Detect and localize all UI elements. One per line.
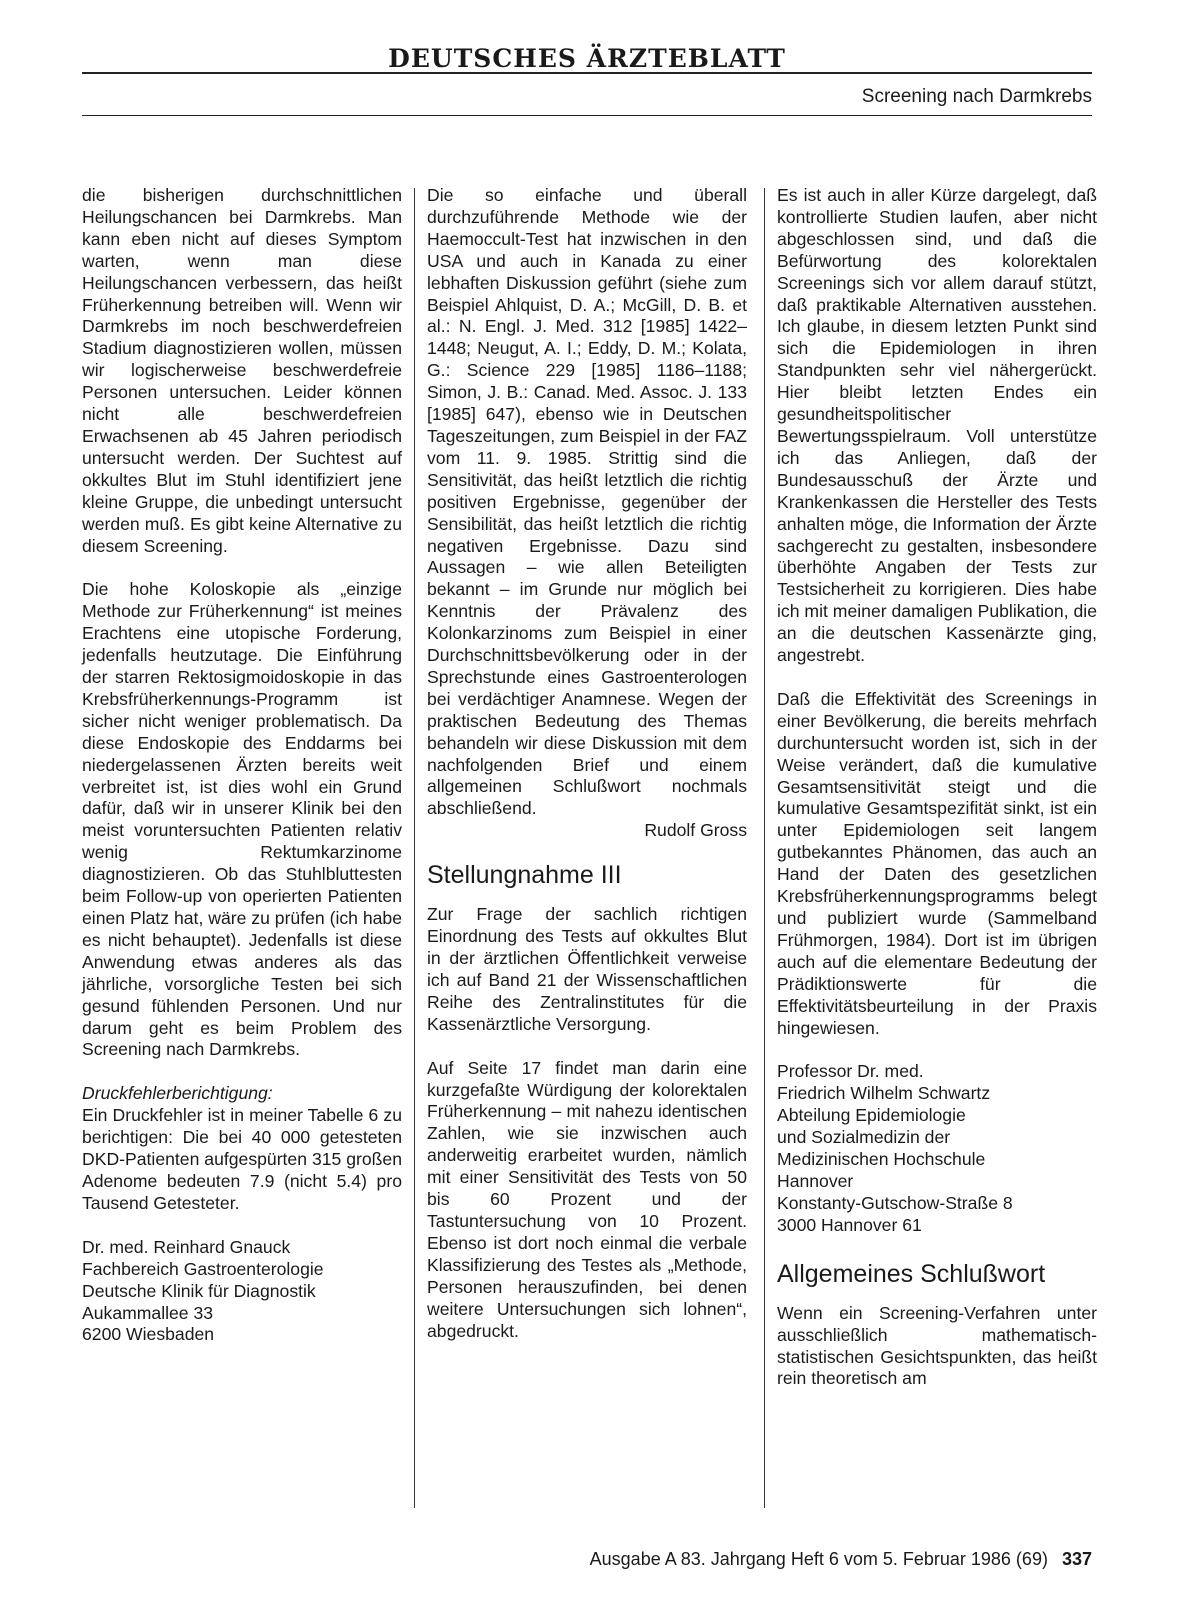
column-divider bbox=[764, 188, 765, 1508]
page-number: 337 bbox=[1061, 1549, 1092, 1569]
masthead: DEUTSCHES ÄRZTEBLATT bbox=[388, 44, 786, 73]
issue-info: Ausgabe A 83. Jahrgang Heft 6 vom 5. Februar 1986 (69) bbox=[589, 1549, 1048, 1569]
section-heading: Stellungnahme III bbox=[427, 861, 622, 890]
section-title: Screening nach Darmkrebs bbox=[861, 86, 1092, 107]
header-rule-thin bbox=[82, 115, 1092, 116]
paragraph: Die hohe Koloskopie als „einzige Methode zur Früherkennung“ ist meines Erachtens eine utopische Forderung, jedenfalls heutzutage. Die Einführung der starren Rektosigmoidoskopie in das Krebsfrüherkennungs-Programm ist sicher nicht weniger problematisch. Da diese Endoskopie des Enddarms bei niedergelassenen Ärzten bereits weit verbreitet ist, ist dies wohl ein Grund dafür, daß wir in unserer Klinik bei den meist voruntersuchten Patienten relativ wenig Rektumkarzinome diagnostizieren. Ob das Stuhlbluttesten beim Follow-up von operierten Patienten einen Platz hat, wäre zu prüfen (ich habe es nicht behauptet). Jedenfalls ist diese Anwendung etwas anderes als das jährliche, vorsorgliche Testen bei sich gesund fühlenden Personen. Und nur darum geht es beim Problem des Screening nach Darmkrebs. bbox=[82, 579, 402, 1060]
paragraph: Zur Frage der sachlich richtigen Einordnung des Tests auf okkultes Blut in der ärztlichen Öffentlichkeit verweise ich auf Band 21 der Wissenschaftlichen Reihe des Zentralinstitutes für die Kassenärztliche Versorgung. bbox=[427, 904, 747, 1034]
paragraph: Auf Seite 17 findet man darin eine kurzgefaßte Würdigung der kolorektalen Früherkennung – mit nahezu identischen Zahlen, wie sie inzwischen auch anderweitig erarbeitet wurden, nämlich mit einer Sensitivität des Tests von 50 bis 60 Prozent und der Tastuntersuchung von 10 Prozent. Ebenso ist dort noch einmal die verbale Klassifizierung des Testes als „Methode, Personen herauszufinden, bei denen weitere Untersuchungen sich lohnen“, abgedruckt. bbox=[427, 1057, 747, 1341]
section-heading: Allgemeines Schlußwort bbox=[777, 1259, 1046, 1288]
column-3 bbox=[777, 185, 1097, 1390]
column-divider bbox=[414, 188, 415, 1508]
erratum bbox=[82, 1083, 402, 1214]
paragraph: Wenn ein Screening-Verfahren unter ausschließlich mathematisch-statistischen Gesichtspunkten, das heißt rein theoretisch am bbox=[777, 1302, 1097, 1389]
paragraph: Daß die Effektivität des Screenings in einer Bevölkerung, die bereits mehrfach durchuntersucht worden ist, sich in der Weise verändert, daß die kumulative Gesamtsensitivität steigt und die kumulative Gesamtspezifität sinkt, ist ein unter Epidemiologen seit langem gutbekanntes Phänomen, das auch an Hand der Daten des gesetzlichen Krebsfrüherkennungsprogramms belegt und publiziert wurde (Sammelband Frühmorgen, 1984). Dort ist im übrigen auch auf die elementare Bedeutung der Prädiktionswerte für die Effektivitätsbeurteilung in der Praxis hingewiesen. bbox=[777, 688, 1097, 1038]
editor-signature: Rudolf Gross bbox=[644, 820, 747, 841]
page-footer bbox=[590, 1549, 1092, 1570]
column-2 bbox=[427, 185, 747, 1342]
erratum-title: Druckfehlerberichtigung: bbox=[82, 1083, 273, 1104]
paragraph: die bisherigen durchschnittlichen Heilungschancen bei Darmkrebs. Man kann eben nicht auf dieses Symptom warten, wenn man diese Heilungschancen verbessern, das heißt Früherkennung betreiben will. Wenn wir Darmkrebs im noch beschwerdefreien Stadium diagnostizieren wollen, müssen wir logischerweise beschwerdefreie Personen untersuchen. Leider können nicht alle beschwerdefreien Erwachsenen ab 45 Jahren periodisch untersucht werden. Der Suchtest auf okkultes Blut im Stuhl identifiziert jene kleine Gruppe, die unbedingt untersucht werden muß. Es gibt keine Alternative zu diesem Screening. bbox=[82, 185, 402, 556]
author-address: Dr. med. Reinhard Gnauck Fachbereich Gastroenterologie Deutsche Klinik für Diagnostik Aukammallee 33 6200 Wiesbaden bbox=[82, 1236, 324, 1345]
column-1 bbox=[82, 185, 402, 1368]
paragraph: Die so einfache und überall durchzuführende Methode wie der Haemoccult-Test hat inzwischen in den USA und auch in Kanada zu einer lebhaften Diskussion geführt (siehe zum Beispiel Ahlquist, D. A.; McGill, D. B. et al.: N. Engl. J. Med. 312 [1985] 1422–1448; Neugut, A. I.; Eddy, D. M.; Kolata, G.: Science 229 [1985] 1186–1188; Simon, J. B.: Canad. Med. Assoc. J. 133 [1985] 647), ebenso wie in Deutschen Tageszeitungen, zum Beispiel in der FAZ vom 11. 9. 1985. Strittig sind die Sensitivität, das heißt letztlich die richtig positiven Ergebnisse, gegenüber der Sensibilität, das heißt letztlich die richtig negativen Ergebnisse. Dazu sind Aussagen – wie allen Beteiligten bekannt – im Grunde nur möglich bei Kenntnis der Prävalenz des Kolonkarzinoms zum Beispiel in einer Durchschnittsbevölkerung oder in der Sprechstunde eines Gastroenterologen bei verdächtiger Anamnese. Wegen der praktischen Bedeutung des Themas behandeln wir diese Diskussion mit dem nachfolgenden Brief und einem allgemeinen Schlußwort nochmals abschließend. bbox=[427, 185, 747, 819]
header-rule bbox=[82, 72, 1092, 74]
erratum-text: Ein Druckfehler ist in meiner Tabelle 6 zu berichtigen: Die bei 40 000 getesteten DKD-Patienten aufgespürten 315 großen Adenome bedeuten 7.9 (nicht 5.4) pro Tausend Getesteter. bbox=[82, 1105, 402, 1213]
paragraph: Es ist auch in aller Kürze dargelegt, daß kontrollierte Studien laufen, aber nicht abgeschlossen sind, und daß die Befürwortung des kolorektalen Screenings sich vor allem darauf stützt, daß praktikable Alternativen ausstehen. Ich glaube, in diesem letzten Punkt sind sich die Epidemiologen in ihren Standpunkten sehr viel nähergerückt. Hier bleibt letzten Endes ein gesundheitspolitischer Bewertungsspielraum. Voll unterstütze ich das Anliegen, daß der Bundesausschuß der Ärzte und Krankenkassen die Hersteller des Tests anhalten möge, die Information der Ärzte sachgerecht zu gestalten, insbesondere überhöhte Angaben der Tests zur Testsicherheit zu korrigieren. Dies habe ich mit meiner damaligen Publikation, die an die deutschen Kassenärzte ging, angestrebt. bbox=[777, 185, 1097, 666]
author-address: Professor Dr. med. Friedrich Wilhelm Schwartz Abteilung Epidemiologie und Sozialmedizin der Medizinischen Hochschule Hannover Konstanty-Gutschow-Straße 8 3000 Hannover 61 bbox=[777, 1061, 1013, 1235]
